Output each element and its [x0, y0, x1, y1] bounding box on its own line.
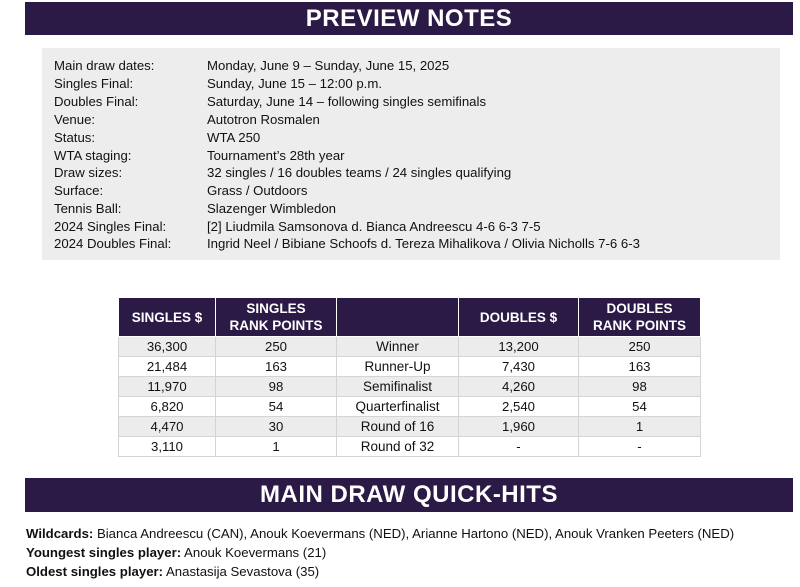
cell-doubles-points: 54 [579, 397, 701, 417]
note-key: 2024 Doubles Final: [54, 236, 172, 251]
note-key: Draw sizes: [54, 165, 123, 180]
note-row [54, 111, 320, 128]
cell-doubles-money: 1,960 [459, 417, 579, 437]
header-doubles-points [579, 298, 701, 337]
note-key: Status: [54, 130, 96, 145]
cell-singles-money: 11,970 [119, 377, 216, 397]
note-row [54, 93, 486, 110]
quickhit-oldest [26, 563, 319, 581]
preview-notes-panel [42, 48, 780, 260]
note-row [54, 75, 382, 92]
preview-notes-title: PREVIEW NOTES [305, 5, 513, 32]
note-value: 32 singles / 16 doubles teams / 24 singles qualifying [207, 165, 512, 180]
cell-singles-points: 30 [216, 417, 337, 437]
quickhit-value: Bianca Andreescu (CAN), Anouk Koevermans (NED), Arianne Hartono (NED), Anouk Vranken Peeters (NED) [93, 526, 735, 541]
cell-doubles-points: 1 [579, 417, 701, 437]
note-key: WTA staging: [54, 148, 132, 163]
table-row [119, 337, 701, 357]
note-row [54, 218, 541, 235]
quickhits-title: MAIN DRAW QUICK-HITS [260, 481, 558, 508]
cell-singles-points: 1 [216, 437, 337, 457]
cell-singles-points: 163 [216, 357, 337, 377]
note-value: Autotron Rosmalen [207, 112, 320, 127]
cell-doubles-money: 13,200 [459, 337, 579, 357]
note-value: Sunday, June 15 – 12:00 p.m. [207, 76, 382, 91]
cell-doubles-money: - [459, 437, 579, 457]
cell-doubles-money: 4,260 [459, 377, 579, 397]
note-row [54, 200, 336, 217]
cell-singles-money: 3,110 [119, 437, 216, 457]
cell-doubles-points: - [579, 437, 701, 457]
cell-doubles-money: 7,430 [459, 357, 579, 377]
note-value: WTA 250 [207, 130, 261, 145]
cell-doubles-points: 163 [579, 357, 701, 377]
cell-round: Runner-Up [337, 357, 459, 377]
note-key: Singles Final: [54, 76, 134, 91]
table-row [119, 437, 701, 457]
cell-singles-points: 250 [216, 337, 337, 357]
cell-singles-money: 4,470 [119, 417, 216, 437]
cell-singles-points: 98 [216, 377, 337, 397]
note-value: Monday, June 9 – Sunday, June 15, 2025 [207, 58, 450, 73]
note-key: Tennis Ball: [54, 201, 122, 216]
note-value: Saturday, June 14 – following singles semifinals [207, 94, 487, 109]
quickhit-label: Wildcards: [26, 526, 94, 541]
quickhit-label: Oldest singles player: [26, 564, 164, 579]
note-key: Surface: [54, 183, 104, 198]
cell-round: Quarterfinalist [337, 397, 459, 417]
note-key: Main draw dates: [54, 58, 155, 73]
cell-singles-money: 36,300 [119, 337, 216, 357]
header-label: DOUBLES [606, 301, 673, 316]
quickhits-banner [25, 478, 793, 512]
header-round [337, 298, 459, 337]
quickhit-value: Anouk Koevermans (21) [181, 545, 327, 560]
header-label: RANK POINTS [592, 318, 686, 333]
prize-money-table [118, 297, 701, 457]
note-key: 2024 Singles Final: [54, 219, 167, 234]
table-header-row [119, 298, 701, 337]
note-key: Venue: [54, 112, 96, 127]
header-singles-money [119, 298, 216, 337]
quickhit-youngest [26, 544, 326, 562]
cell-doubles-points: 98 [579, 377, 701, 397]
cell-doubles-points: 250 [579, 337, 701, 357]
cell-round: Semifinalist [337, 377, 459, 397]
note-value: Slazenger Wimbledon [207, 201, 337, 216]
cell-singles-points: 54 [216, 397, 337, 417]
header-label: SINGLES $ [131, 309, 203, 325]
preview-notes-banner [25, 2, 793, 35]
table-row [119, 417, 701, 437]
header-label: DOUBLES $ [479, 309, 558, 325]
table-row [119, 397, 701, 417]
header-doubles-money [459, 298, 579, 337]
cell-doubles-money: 2,540 [459, 397, 579, 417]
note-key: Doubles Final: [54, 94, 139, 109]
cell-round: Round of 32 [337, 437, 459, 457]
note-row [54, 129, 260, 146]
note-value: Grass / Outdoors [207, 183, 308, 198]
note-value: Tournament’s 28th year [207, 148, 345, 163]
note-row [54, 182, 307, 199]
quickhit-wildcards [26, 525, 734, 543]
cell-round: Round of 16 [337, 417, 459, 437]
cell-singles-money: 6,820 [119, 397, 216, 417]
note-row [54, 57, 449, 74]
cell-round: Winner [337, 337, 459, 357]
table-row [119, 377, 701, 397]
quickhit-value: Anastasija Sevastova (35) [163, 564, 320, 579]
quickhit-label: Youngest singles player: [26, 545, 182, 560]
note-row [54, 147, 345, 164]
note-row [54, 235, 640, 252]
note-row [54, 164, 511, 181]
table-row [119, 357, 701, 377]
note-value: [2] Liudmila Samsonova d. Bianca Andreescu 4-6 6-3 7-5 [207, 219, 541, 234]
cell-singles-money: 21,484 [119, 357, 216, 377]
header-label: SINGLES [246, 301, 306, 316]
note-value: Ingrid Neel / Bibiane Schoofs d. Tereza Mihalikova / Olivia Nicholls 7-6 6-3 [207, 236, 640, 251]
header-label: RANK POINTS [229, 318, 323, 333]
header-singles-points [216, 298, 337, 337]
